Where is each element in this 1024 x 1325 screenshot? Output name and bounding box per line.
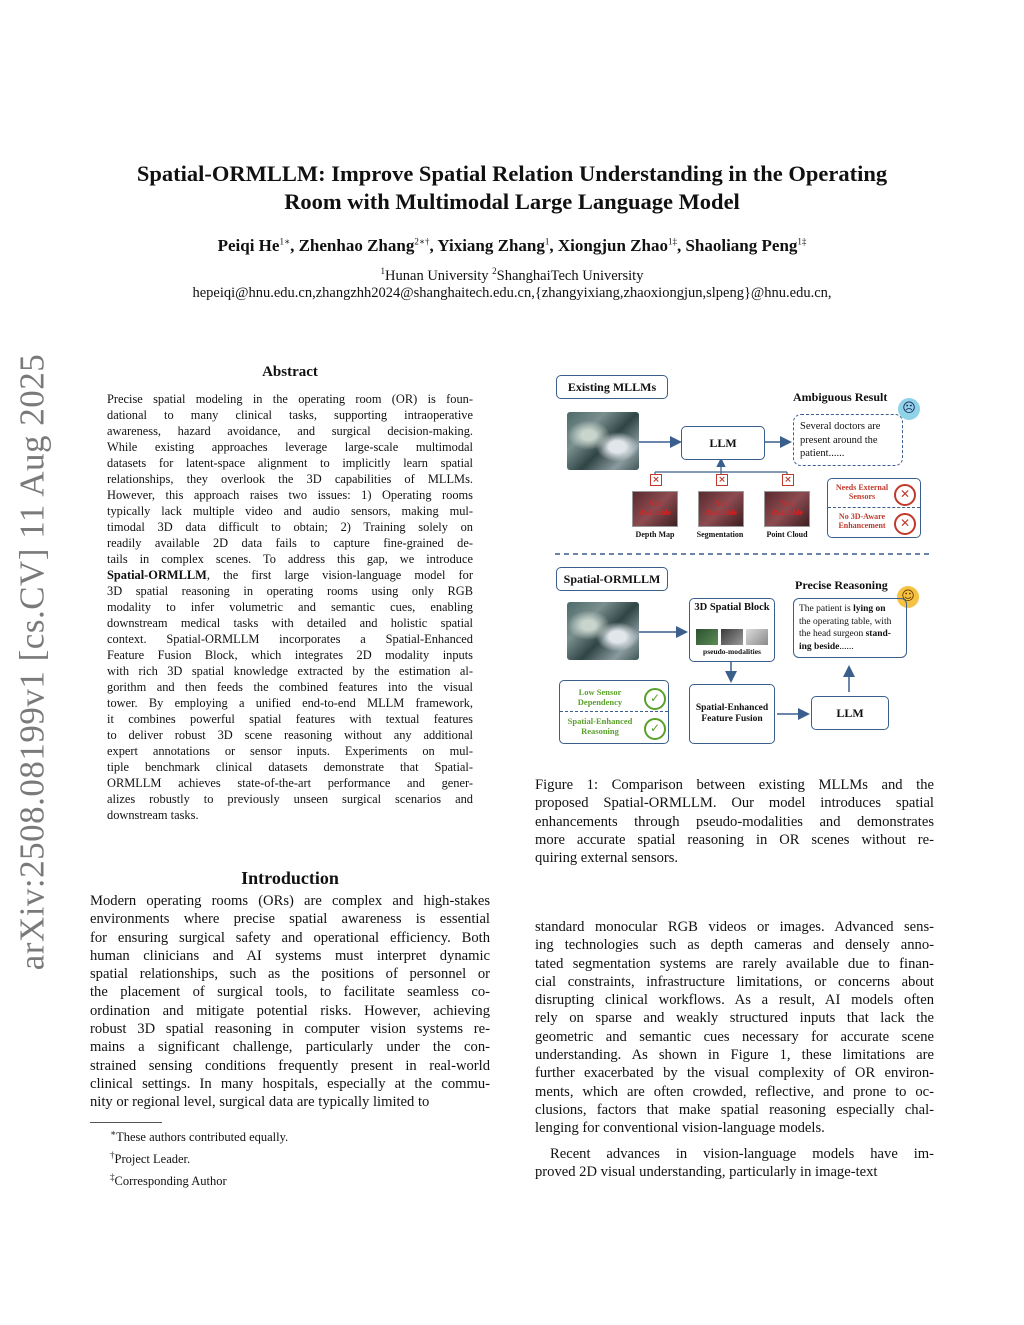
- text-line: cial constraints, infrastructure limitations, or concerns about: [535, 973, 934, 990]
- introduction-heading: Introduction: [241, 868, 339, 888]
- text-line: geometric and semantic cues necessary for accurate scene: [535, 1028, 934, 1045]
- llm-box: LLM: [681, 426, 765, 460]
- depth-map-thumbnail: Not Available: [632, 491, 678, 527]
- text-line: typically lack multiple video and audio sensors, making mul-: [107, 504, 473, 518]
- text-line: it combines powerful spatial features with textual features: [107, 712, 473, 726]
- text-line: the placement of surgical tools, to facilitate seamless co-: [90, 984, 490, 1001]
- text-line: spatial relationships, such as the positions of personnel or: [90, 966, 490, 983]
- text-line: While existing approaches leverage large-scale multimodal: [107, 440, 473, 454]
- or-scene-image: [567, 602, 639, 660]
- 3d-spatial-block: 3D Spatial Block pseudo-modalities: [689, 598, 775, 662]
- modality-label: Segmentation: [696, 530, 744, 539]
- text-line: 3D spatial reasoning in operating rooms using only RGB: [107, 584, 473, 598]
- modality-label: Depth Map: [635, 530, 675, 539]
- text-line: proved 2D visual understanding, particularly in image-text: [535, 1164, 878, 1181]
- text-line: clinical settings. In many hospitals, especially at the commu-: [90, 1075, 490, 1092]
- text-line: understanding. As shown in Figure 1, these limitations are: [535, 1047, 934, 1064]
- paper-title: [90, 160, 934, 216]
- text-line: with rich 3D spatial knowledge extracted by the estimation al-: [107, 664, 473, 678]
- text-line: nity or regional level, surgical data are typically limited to: [90, 1094, 430, 1111]
- footnote: ∗These authors contributed equally.: [110, 1128, 289, 1145]
- text-line: tower. By employing a unified end-to-end MLLM framework,: [107, 696, 473, 710]
- text-line: disrupting clinical workflows. As a result, AI models often: [535, 992, 934, 1009]
- arxiv-stamp: [12, 353, 52, 971]
- text-line: to deliver robust 3D scene reasoning without any additional: [107, 728, 473, 742]
- text-line: clusions, factors that make spatial reasoning especially chal-: [535, 1101, 934, 1118]
- spatial-ormllm-label: Spatial-ORMLLM: [556, 567, 668, 591]
- right-column-paragraph: [535, 918, 934, 1138]
- precise-reasoning-label: Precise Reasoning: [795, 578, 888, 592]
- ambiguous-result-label: Ambiguous Result: [793, 390, 888, 404]
- x-circle-icon: ✕: [894, 484, 916, 506]
- text-line: However, this approach raises two issues: 1) Operating rooms: [107, 488, 473, 502]
- author: Zhenhao Zhang$^{2∗\dagger}$: [298, 236, 430, 255]
- text-line: tiple benchmark clinical datasets demonstrate that Spatial-: [107, 760, 473, 774]
- text-line: Precise spatial modeling in the operating room (OR) is foun-: [107, 392, 473, 406]
- figure-1: [555, 374, 932, 746]
- text-line: Feature Fusion Block, which integrates 2D modality inputs: [107, 648, 473, 662]
- text-line: dational to many clinical tasks, supporting intraoperative: [107, 408, 473, 422]
- abstract-heading: Abstract: [262, 364, 318, 380]
- bold-term: Spatial-ORMLLM: [107, 568, 207, 582]
- right-column-paragraph: [535, 1145, 934, 1182]
- text-line: downstream medical tasks with detailed and holistic spatial: [107, 616, 473, 630]
- text-line: tated segmentation systems are rarely available due to finan-: [535, 955, 934, 972]
- footnote: †Project Leader.: [110, 1149, 191, 1167]
- text-line: modality to infer volumetric and semantic cues, enabling: [107, 600, 473, 614]
- author: Xiongjun Zhao$^{1\ddagger}$: [557, 236, 677, 255]
- text-line: mains a significant challenge, particularly under the con-: [90, 1039, 490, 1056]
- text-line: alizes robustly to previously unseen surgical scenarios and: [107, 792, 473, 806]
- text-line: Modern operating rooms (ORs) are complex and high-stakes: [90, 893, 490, 909]
- existing-mllms-label: Existing MLLMs: [556, 375, 668, 399]
- text-line: timodal 3D data difficult to obtain; 2) Training solely on: [107, 520, 473, 534]
- introduction-body: [90, 892, 490, 1112]
- text-line: for ensuring surgical safety and operational efficiency. Both: [90, 929, 490, 946]
- text-line: tails in complex scenes. To address this gap, we introduce: [107, 552, 473, 566]
- pseudo-depth-thumbnail: [696, 629, 718, 645]
- text-line: Figure 1: Comparison between existing MLLMs and the: [535, 777, 934, 793]
- cross-icon: ×: [650, 474, 662, 486]
- feature-fusion-box: Spatial-Enhanced Feature Fusion: [689, 684, 775, 744]
- author-emails: hepeiqi@hnu.edu.cn,zhangzhh2024@shanghaitech.edu.cn,{zhangyixiang,zhaoxiongjun,slpeng}@hnu.edu.cn,: [192, 285, 832, 301]
- text-line: readily available 2D data fails to capture fine-grained de-: [107, 536, 473, 550]
- text-line: ordination and mitigate potential risks. However, achieving: [90, 1002, 490, 1019]
- text-line: further exacerbated by the visual complexity of OR environ-: [535, 1065, 934, 1082]
- title-line-1: Spatial-ORMLLM: Improve Spatial Relation Understanding in the Operating: [136, 161, 888, 186]
- llm-box: LLM: [811, 696, 889, 730]
- pseudo-seg-thumbnail: [721, 629, 743, 645]
- ambiguous-result-box: Several doctors are present around the patient......: [793, 414, 903, 466]
- text-line: downstream tasks.: [107, 808, 199, 822]
- text-line: Spatial-ORMLLM, the first large vision-language model for: [107, 568, 473, 582]
- point-cloud-thumbnail: Not Available: [764, 491, 810, 527]
- text-line: human clinicians and AI systems must interpret dynamic: [90, 947, 490, 964]
- text-line: ments, which are often crowded, reflective, and prone to oc-: [535, 1083, 934, 1100]
- text-line: gorithm and then feeds the combined features into the visual: [107, 680, 473, 694]
- text-line: expert annotations or sensor inputs. Experiments on mul-: [107, 744, 473, 758]
- footnote-rule: [90, 1122, 162, 1123]
- author: Yixiang Zhang$^1$: [437, 236, 550, 255]
- text-line: relationships, they overlook the 3D capabilities of MLLMs.: [107, 472, 473, 486]
- affiliations: $^1$Hunan University $^2$ShanghaiTech University: [380, 266, 644, 284]
- segmentation-thumbnail: Not Available: [698, 491, 744, 527]
- smiley-face-icon: ☺: [897, 586, 919, 608]
- limitations-box: Needs External Sensors ✕ No 3D-Aware Enhancement ✕: [827, 478, 921, 538]
- text-line: strained sensing conditions frequently present in real-world: [90, 1057, 490, 1074]
- x-circle-icon: ✕: [894, 513, 916, 535]
- text-line: ORMLLM achieves state-of-the-art performance and gener-: [107, 776, 473, 790]
- title-line-2: Room with Multimodal Large Language Model: [284, 189, 740, 214]
- author: Peiqi $He^{1∗}$: [217, 236, 291, 255]
- check-circle-icon: ✓: [644, 688, 666, 710]
- cross-icon: ×: [716, 474, 728, 486]
- text-line: robust 3D spatial reasoning in computer vision systems re-: [90, 1021, 490, 1038]
- text-line: context. Spatial-ORMLLM incorporates a Spatial-Enhanced: [107, 632, 473, 646]
- text-line: proposed Spatial-ORMLLM. Our model introduces spatial: [535, 795, 934, 812]
- or-scene-image: [567, 412, 639, 470]
- text-line: environments where precise spatial awareness is essential: [90, 911, 490, 928]
- abstract-body: [107, 392, 473, 824]
- modality-label: Point Cloud: [766, 530, 808, 539]
- advantages-box: Low Sensor Dependency ✓ Spatial-Enhanced Reasoning ✓: [559, 680, 669, 744]
- cross-icon: ×: [782, 474, 794, 486]
- text-line: rely on sparse and weakly structured inputs that lack the: [535, 1010, 934, 1027]
- text-line: Recent advances in vision-language models have im-: [550, 1146, 934, 1162]
- author-list: Peiqi $He^{1∗}$, Zhenhao Zhang$^{2∗\dagger}$, Yixiang Zhang$^1$, Xiongjun Zhao$^{1\ddagger}$, Shaoliang Peng$^{1\ddagger}$: [217, 236, 807, 255]
- check-circle-icon: ✓: [644, 718, 666, 740]
- pseudo-pointcloud-thumbnail: [746, 629, 768, 645]
- text-line: datasets for latent-space alignment to implicitly learn spatial: [107, 456, 473, 470]
- text-line: lenging for conventional vision-language models.: [535, 1120, 825, 1137]
- arxiv-stamp-text: arXiv:2508.08199v1 [cs.CV] 11 Aug 2025: [12, 353, 52, 971]
- frown-face-icon: ☹: [898, 398, 920, 420]
- precise-result-box: The patient is lying on the operating table, with the head surgeon stand- ing beside......: [793, 598, 907, 658]
- footnote: ‡Corresponding Author: [110, 1171, 227, 1189]
- footnotes: [110, 1125, 490, 1191]
- figure-caption: [535, 776, 934, 867]
- text-line: awareness, hazard avoidance, and surgical decision-making.: [107, 424, 473, 438]
- author: Shaoliang Peng$^{1\ddagger}$: [685, 236, 807, 255]
- text-line: enhancements through pseudo-modalities and demonstrates: [535, 813, 934, 830]
- text-line: more accurate spatial reasoning in OR scenes without re-: [535, 831, 934, 848]
- text-line: standard monocular RGB videos or images. Advanced sens-: [535, 919, 934, 935]
- text-line: quiring external sensors.: [535, 850, 679, 867]
- text-line: ing technologies such as depth cameras and densely anno-: [535, 937, 934, 954]
